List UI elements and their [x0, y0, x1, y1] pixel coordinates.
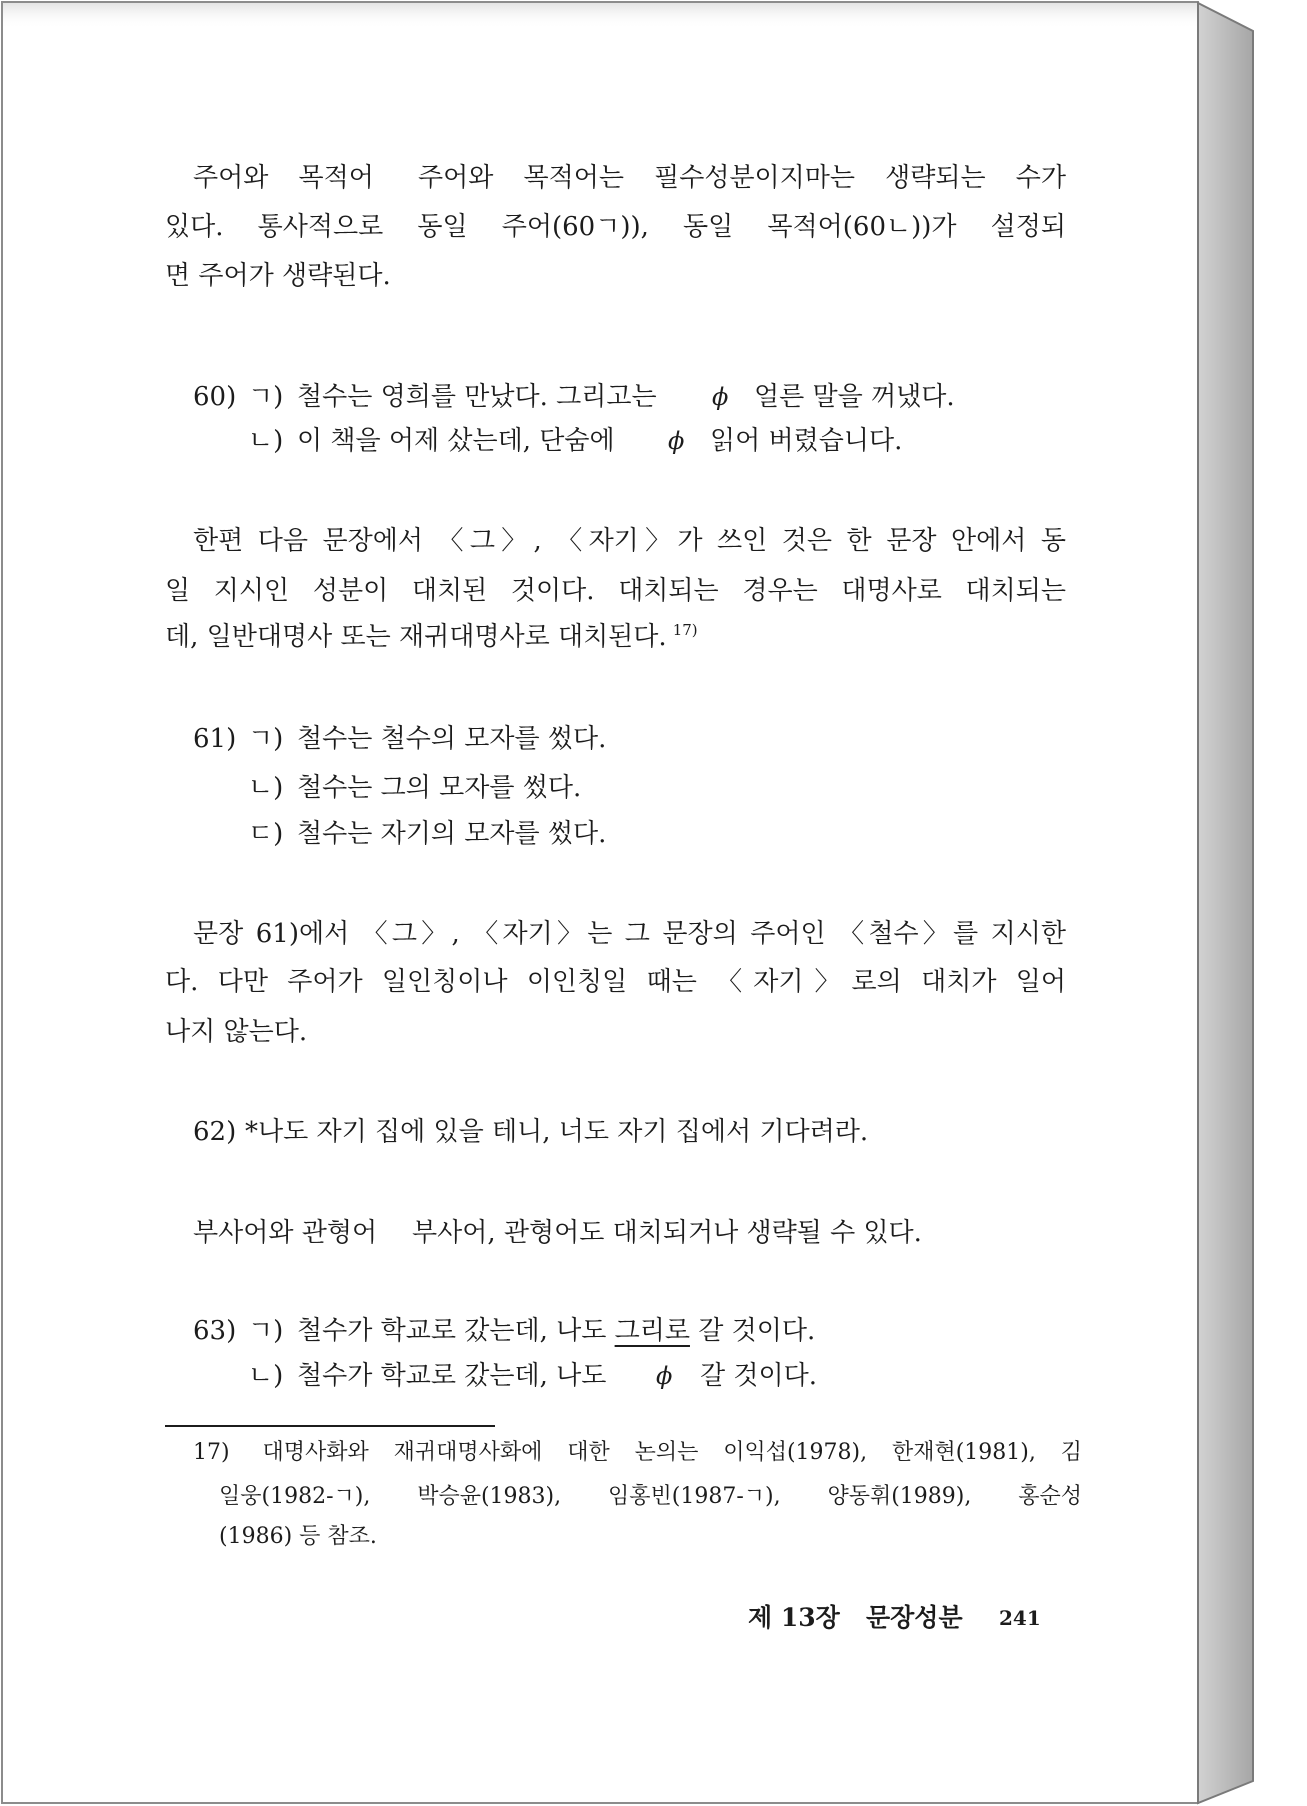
example-number: 63)	[193, 1316, 237, 1346]
body-line	[0, 1209, 1190, 1257]
example-text	[297, 1307, 815, 1355]
example-label: ㄷ)	[248, 819, 284, 849]
body-line: 면 주어가 생략된다.	[165, 261, 391, 291]
example-text: 갈 것이다.	[700, 1361, 817, 1391]
body-line	[165, 613, 698, 661]
example-text: 철수는 영희를 만났다. 그리고는	[297, 382, 657, 412]
footnote-reference: 17)	[672, 621, 698, 640]
example-line	[0, 417, 1190, 465]
example-label: ㄱ)	[248, 724, 284, 754]
footnote-line: (1986) 등 참조.	[219, 1524, 377, 1549]
body-line: 한편 다음 문장에서 〈그〉, 〈자기〉가 쓰인 것은 한 문장 안에서 동	[193, 526, 1066, 556]
example-label: ㄴ)	[248, 773, 284, 803]
run-in-heading: 부사어와 관형어	[193, 1218, 378, 1248]
example-text: *나도 자기 집에 있을 테니, 너도 자기 집에서 기다려라.	[245, 1117, 869, 1147]
example-line	[0, 715, 1190, 763]
page-top-shade	[3, 3, 1197, 29]
body-text: 주어와 목적어는 필수성분이지마는 생략되는 수가	[418, 163, 1067, 193]
example-text-part: 철수가 학교로 갔는데, 나도	[297, 1316, 607, 1346]
example-number: 60)	[193, 382, 237, 412]
example-label: ㄱ)	[248, 382, 284, 412]
example-text: 철수는 자기의 모자를 썼다.	[297, 819, 607, 849]
example-text: 읽어 버렸습니다.	[710, 426, 903, 456]
body-line: 있다. 통사적으로 동일 주어(60ㄱ)), 동일 목적어(60ㄴ))가 설정되	[165, 212, 1066, 242]
example-line	[0, 810, 1190, 858]
body-line: 문장 61)에서 〈그〉, 〈자기〉는 그 문장의 주어인 〈철수〉를 지시한	[193, 919, 1066, 949]
example-label: ㄴ)	[248, 1361, 284, 1391]
chapter-number: 제 13장	[748, 1603, 840, 1632]
example-line	[0, 1352, 1190, 1400]
example-number: 61)	[193, 724, 237, 754]
example-line	[0, 1307, 1190, 1355]
footnote-line	[193, 1432, 1082, 1474]
footnote-text: 대명사화와 재귀대명사화에 대한 논의는 이익섭(1978), 한재현(1981), 김	[262, 1440, 1082, 1465]
running-footer	[0, 1596, 1190, 1640]
empty-symbol: ϕ	[668, 427, 685, 455]
underlined-word: 그리로	[614, 1316, 690, 1346]
body-line: 다. 다만 주어가 일인칭이나 이인칭일 때는 〈자기〉로의 대치가 일어	[165, 967, 1066, 997]
example-line	[0, 764, 1190, 812]
page-edge	[1198, 3, 1253, 1803]
empty-symbol: ϕ	[656, 1362, 673, 1390]
footnote-number: 17)	[193, 1440, 230, 1465]
body-line	[193, 154, 1066, 202]
example-number: 62)	[193, 1117, 237, 1147]
example-text: 철수가 학교로 갔는데, 나도	[297, 1361, 607, 1391]
example-line	[0, 1108, 1190, 1156]
body-line: 일 지시인 성분이 대치된 것이다. 대치되는 경우는 대명사로 대치되는	[165, 576, 1066, 606]
example-line	[0, 373, 1190, 421]
example-label: ㄴ)	[248, 426, 284, 456]
page-number: 241	[999, 1606, 1041, 1630]
example-label: ㄱ)	[248, 1316, 284, 1346]
body-line: 나지 않는다.	[165, 1017, 308, 1047]
body-text: 데, 일반대명사 또는 재귀대명사로 대치된다.	[165, 622, 667, 652]
example-text: 이 책을 어제 샀는데, 단숨에	[297, 426, 615, 456]
footnote-rule	[165, 1425, 495, 1427]
footnote-line: 일웅(1982-ㄱ), 박승윤(1983), 임홍빈(1987-ㄱ), 양동휘(1989), 홍순성	[219, 1484, 1082, 1509]
example-text: 철수는 그의 모자를 썼다.	[297, 773, 582, 803]
empty-symbol: ϕ	[712, 383, 729, 411]
chapter-title: 문장성분	[866, 1603, 963, 1632]
run-in-heading: 주어와 목적어	[193, 163, 374, 193]
body-text: 부사어, 관형어도 대치되거나 생략될 수 있다.	[412, 1218, 922, 1248]
example-text: 얼른 말을 꺼냈다.	[754, 382, 955, 412]
example-text: 철수는 철수의 모자를 썼다.	[297, 724, 607, 754]
example-text-part: 갈 것이다.	[698, 1316, 816, 1346]
